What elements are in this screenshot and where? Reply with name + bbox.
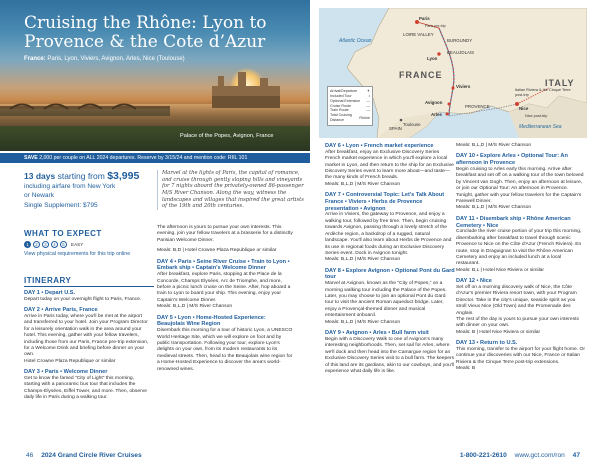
legend-label: Cruise Route <box>330 103 351 108</box>
itinerary-day <box>456 278 586 336</box>
map-city-avignon: Avignon <box>425 100 443 105</box>
day-body: After breakfast, explore Paris, stopping at the Place de la Concorde, Champs Elysées, Arc de Triomphe, and more, before a picnic lunch cruise on the Seine. After, hop aboard a train to Lyon to board your ship. This evening, enjoy your Captain's Welcome Dinner. <box>157 272 291 303</box>
map-label-atlantic: Atlantic Ocean <box>339 38 372 44</box>
save-text: 2,000 per couple on ALL 2024 departures. Reserve by 3/15/24 and mention code: RIIL 101 <box>39 155 248 161</box>
difficulty-level: 5 <box>60 241 67 248</box>
itinerary-day <box>24 369 150 401</box>
legend-label: Arrival/Departure <box>330 89 358 93</box>
day-body: Begin with a Discovery Walk to one of Avignon's many interesting neighborhoods. Then, set sail for Arles, where we'll dock and then head into the Camargue region for an Exclusive Discovery Series visit to a bull farm. The keepers of this land are its gardians, akin to our cowboys, and you'll experience what daily life is like. <box>325 336 455 374</box>
day-body: Depart today on your overnight flight to Paris, France. <box>24 296 142 302</box>
physical-requirements-link[interactable]: View physical requirements for this trip online <box>24 251 131 258</box>
map-label-provence: PROVENCE <box>465 104 490 109</box>
itinerary-day <box>325 143 455 188</box>
day-meals: Meals: B,L | Hotel Nice Riviera or similar <box>456 267 545 273</box>
map-label-beaujolais: BEAUJOLAIS <box>447 50 475 55</box>
legend-label: Included Tour <box>330 93 352 98</box>
day-meals: Meals: B,L,D | M/S River Chanson <box>325 181 401 187</box>
day-body: Disembark this morning for a tour of historic Lyon, a UNESCO World Heritage Site, which we will explore on foot and by public transportation. Following your tour, explore Lyon's delights on your own, from its modern restaurants to its medieval streets. Then, head to the Beaujolais wine region for a Home-Hosted Experience to discover the area's world-renowned wines. <box>157 328 293 372</box>
day-title: DAY 3 • Paris • Welcome Dinner <box>24 369 108 376</box>
itinerary-day <box>157 259 295 311</box>
day-title: DAY 5 • Lyon • Home-Hosted Experience: Beaujolais Wine Region <box>157 314 266 328</box>
what-to-expect <box>24 229 154 258</box>
difficulty-level: 1 <box>24 241 31 248</box>
day-title: DAY 4 • Paris • Seine River Cruise • Train to Lyon • Embark ship • Captain's Welcome Dinner <box>157 258 290 272</box>
footer-right <box>460 452 580 460</box>
pricing-block <box>24 170 158 211</box>
promo-blurb: Marvel at the lights of Paris, the capital of romance, and cruise through gently sloping hills and vineyards for 7 nights aboard the privately-owned 86-passenger M/S River Chanson. Along the way, witness the landscapes and villages that inspired the great artists of the 19th and 20th centuries. <box>157 170 307 210</box>
day-meals: Meals: B,L,D | M/S River Chanson <box>456 205 532 211</box>
day-title: DAY 2 • Arrive Paris, France <box>24 307 98 314</box>
day-meals: Meals: B <box>456 366 476 372</box>
legend-symbol: — <box>366 103 370 108</box>
day-meals: Meals: B,L,D | M/S River Chanson <box>325 319 401 325</box>
day-title: DAY 11 • Disembark ship • Rhône American Cemetery • Nice <box>456 215 571 229</box>
website-url[interactable]: www.gct.com/ron <box>514 452 565 459</box>
day-meals: Meals: B,L,D | M/S River Chanson <box>325 257 401 263</box>
brochure-title: 2024 Grand Circle River Cruises <box>41 452 142 459</box>
legend-label: Total Cruising Distance <box>330 113 352 123</box>
airfare-line-2: or Newark <box>24 191 55 199</box>
destinations-line <box>24 56 185 64</box>
itinerary-day <box>157 315 295 373</box>
day-extra: The rest of the day is yours to pursue your own interests with dinner on your own. <box>456 317 579 329</box>
page-number-left: 46 <box>26 452 34 459</box>
day-9-meals: Meals: B,L,D | M/S River Chanson <box>456 143 532 148</box>
from-label: starting from <box>57 171 105 181</box>
itinerary-day <box>24 307 150 365</box>
map-label-spain: SPAIN <box>389 126 402 131</box>
destinations-list: Paris, Lyon, Viviers, Avignon, Arles, Nice (Toulouse) <box>47 56 185 62</box>
legend-symbol: — <box>366 98 370 103</box>
map-city-arles: Arles <box>431 112 442 117</box>
map-label-loire: LOIRE VALLEY <box>403 32 434 37</box>
itinerary-day <box>24 290 150 303</box>
day-title: DAY 1 • Depart U.S. <box>24 290 76 296</box>
map-label-burgundy: BURGUNDY <box>447 38 473 43</box>
map-city-paris: Paris <box>419 16 430 21</box>
day-title: DAY 13 • Return to U.S. <box>456 340 518 347</box>
map-label-france: FRANCE <box>399 70 443 80</box>
pont-saint-benezet-bridge <box>0 98 170 116</box>
legend-symbol: ✈ <box>366 89 370 93</box>
difficulty-level: 4 <box>51 241 58 248</box>
difficulty-level: 2 <box>33 241 40 248</box>
page-footer <box>0 448 600 475</box>
day-title: DAY 7 • Controversial Topic: Let's Talk About France • Viviers • Herbs de Provence presentation • Avignon <box>325 192 445 212</box>
day-meals: Meals: B,L,D | M/S River Chanson <box>157 304 233 310</box>
airfare-line-1: including airfare from New York <box>24 183 116 191</box>
day-body: Marvel at Avignon, known as the “City of Popes,” on a morning walking tour including the Palace of the Popes. Later, you may choose to join an optional Pont du Gard tour to visit the ancient Roman aqueduct bridge. Later, enjoy a Provençal-themed dinner and musical entertainment onboard. <box>325 281 447 319</box>
page-number-right: 47 <box>572 452 580 459</box>
itinerary-day <box>325 330 455 375</box>
savings-banner <box>0 153 310 163</box>
palace-of-popes-silhouette <box>208 68 286 108</box>
day-body: Conclude the river cruise portion of your trip this morning, disembarking after breakfast to travel through scenic Provence to Nice on the Côte d'Azur (French Riviera). En route, stop in Draguignan to visit the Rhône American Cemetery and enjoy an included lunch at a local restaurant. <box>456 229 582 267</box>
map-city-toulouse: Toulouse <box>403 122 421 127</box>
itinerary-day <box>325 268 455 326</box>
itinerary-column-2 <box>157 225 295 377</box>
difficulty-level: 3 <box>42 241 49 248</box>
itinerary-column-1 <box>24 290 150 406</box>
legend-symbol: — <box>366 108 370 113</box>
day-body: Get to know the famed “City of Light” this morning, starting with a panoramic bus tour that includes the Champs-Élysées, Eiffel Tower, and more. Then, observe daily life in Paris during a walking tour. <box>24 375 147 401</box>
itinerary-heading: ITINERARY <box>24 276 72 285</box>
itinerary-day <box>456 216 586 274</box>
footer-left <box>20 452 142 460</box>
map-city-viviers: Viviers <box>456 84 471 89</box>
day-body: This morning, transfer to the airport for your flight home. Or continue your discoveries with our Nice, France or Italian Riviera & the Cinque Terre post-trip extensions. <box>456 346 585 365</box>
day-body: Begin cruising to Arles early this morning. Arrive after breakfast and set off on a walking tour of the town beloved by Vincent van Gogh. Then, enjoy an afternoon at leisure, or join our Optional Tour: An afternoon in Provence. Tonight, gather with your fellow travelers for the Captain's Farewell Dinner. <box>456 166 584 205</box>
map-extension-paris: Paris pre-trip <box>425 24 446 28</box>
day-body: Arrive in Viviers, the gateway to Provence, and enjoy a walking tour, followed by free time. Then, begin cruising towards Avignon, passing through a lovely stretch of the Ardèche region, a backdrop of a rugged, natural landscape. You'll also learn about Herbs de Provence and its use in regional foods during an Exclusive Discovery Series event. Dock in Avignon tonight. <box>325 212 452 256</box>
legend-label: Train Route <box>330 108 349 113</box>
difficulty-scale <box>24 241 154 248</box>
day-meals: Meals: B | Hotel Nice Riviera or similar <box>456 329 541 335</box>
itinerary-column-3 <box>325 143 455 379</box>
day-3-meals: Meals: B,D | Hotel Crowne Plaza Republique or similar <box>157 248 277 254</box>
itinerary-day <box>325 192 455 264</box>
legend-row <box>330 113 370 123</box>
day-body: After breakfast, enjoy an Exclusive Discovery Series French market experience in which you'll explore a local market in Lyon, and then return to the ship for an Exclusive Discovery Series event to learn more about—and taste—the many kinds of French breads. <box>325 149 454 181</box>
destinations-label: France: <box>24 56 46 62</box>
legend-symbol: Rhône <box>359 115 370 120</box>
day-hotel: Hotel Crowne Plaza Republique or similar <box>24 358 116 364</box>
day-title: DAY 10 • Explore Arles • Optional Tour: An afternoon in Provence <box>456 153 568 167</box>
trip-length <box>24 170 158 183</box>
map-city-nice: Nice <box>519 106 529 111</box>
day-title: DAY 12 • Nice <box>456 278 492 285</box>
photo-caption: Palace of the Popes, Avignon, France <box>180 133 274 139</box>
difficulty-label: EASY <box>71 241 84 247</box>
legend-label: Optional Extension <box>330 98 361 103</box>
day-title: DAY 8 • Explore Avignon • Optional Pont du Gard tour <box>325 267 455 281</box>
route-map <box>319 8 587 138</box>
map-label-italy: ITALY <box>545 78 575 88</box>
price: $3,995 <box>107 170 140 182</box>
day-title: DAY 6 • Lyon • French market experience <box>325 143 434 149</box>
day-body: Set off on a morning discovery walk of Nice, the Côte d'Azur's premier Riviera resort town, with your Program Director. Take in the city's unique, seaside spirit as you stroll Vieux Nice (Old Town) and the Promenade des Anglais. <box>456 284 577 316</box>
expect-heading: WHAT TO EXPECT <box>24 229 102 238</box>
page-title: Cruising the Rhône: Lyon to Provence & the Cote d’Azur <box>24 13 267 53</box>
day-body: Arrive in Paris today, where you'll be met at the airport and transferred to your hotel. Join your Program Director for a leisurely orientation walk in the area around your hotel. This evening, gather with your fellow travelers, including those from our Paris, France pre-trip extension, for a Welcome Drink and briefing before dinner on your own. <box>24 313 149 358</box>
itinerary-day <box>456 153 586 211</box>
days-count: 13 days <box>24 171 56 181</box>
hero-banner <box>0 0 310 151</box>
map-label-mediterranean: Mediterranean Sea <box>519 124 562 130</box>
day-title: DAY 9 • Avignon • Arles • Bull farm visit <box>325 330 429 337</box>
map-legend <box>327 86 373 126</box>
single-supplement: Single Supplement: $795 <box>24 202 98 210</box>
itinerary-heading-wrap <box>24 276 154 287</box>
day-3-continued: The afternoon is yours to pursue your own interests. This evening, join your fellow travelers at a brasserie for a distinctly Parisian Welcome Dinner. <box>157 225 293 243</box>
legend-symbol: • <box>368 93 370 98</box>
itinerary-column-4 <box>456 143 586 377</box>
itinerary-day <box>456 340 586 372</box>
save-label: SAVE <box>24 155 38 161</box>
phone-number[interactable]: 1-800-221-2610 <box>459 452 507 459</box>
map-extension-nice: Nice post-trip <box>525 114 548 118</box>
map-extension-italian-riviera: Italian Riviera & the Cinque Terre post-trip <box>515 88 571 97</box>
map-city-lyon: Lyon <box>427 56 438 61</box>
